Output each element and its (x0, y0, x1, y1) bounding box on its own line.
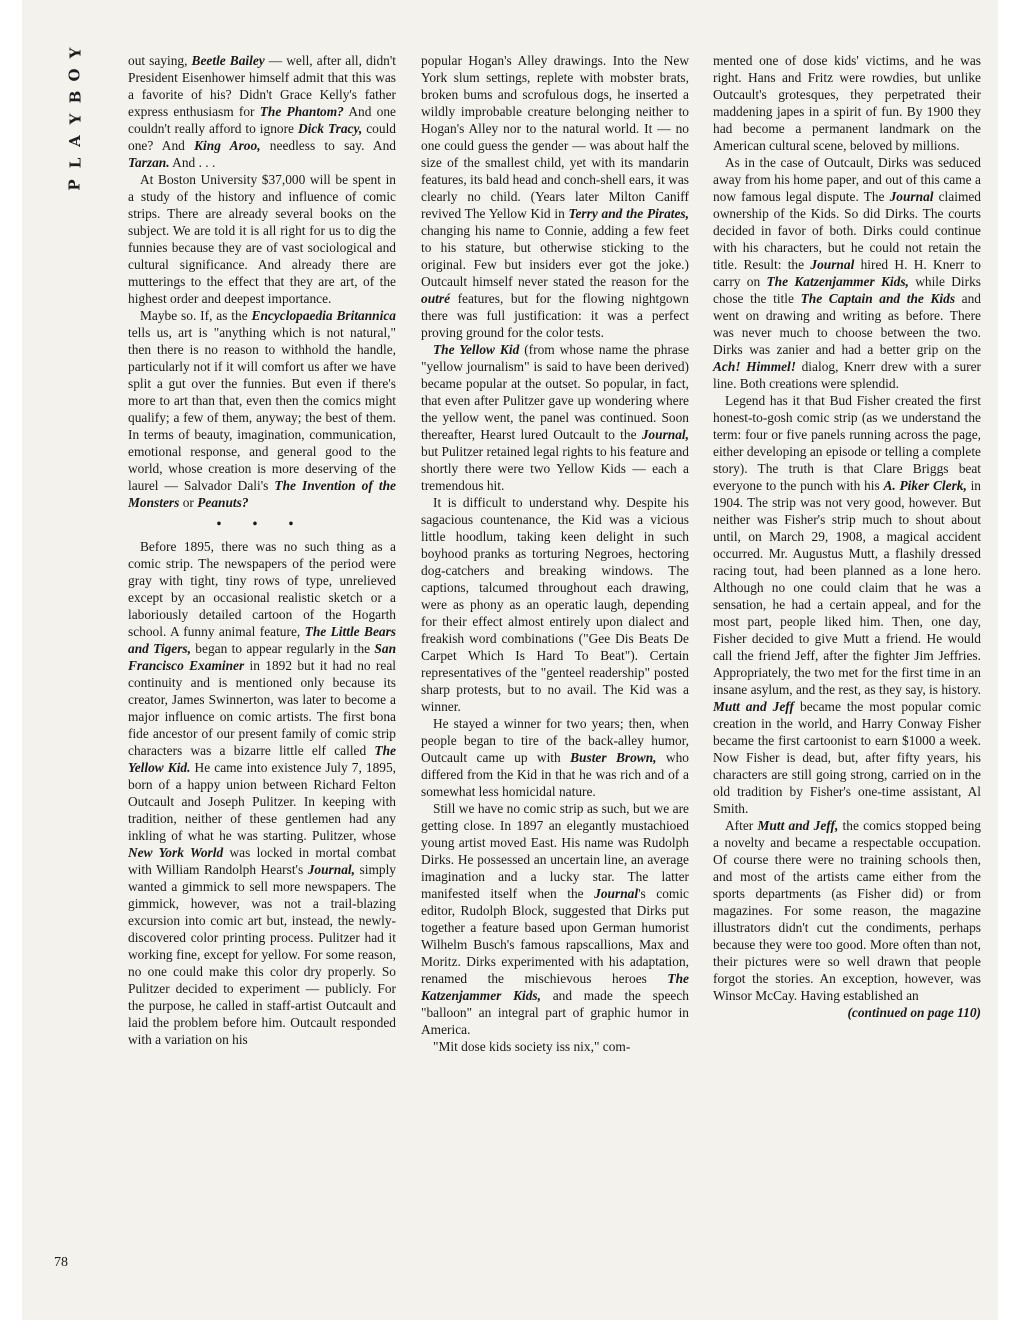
text-run: Still we have no comic strip as such, but we are getting close. In 1897 an elegantly mustachioed young artist moved East. His name was Rudolph Dirks. He possessed an uncertain line, an average imagination and a lucky star. The latter manifested itself when the (421, 801, 689, 901)
italic-title: A. Piker Clerk, (883, 478, 967, 493)
text-run: He stayed a winner for two years; then, when people began to tire of the back-alley humor, Outcault came up with (421, 716, 689, 765)
italic-title: San Francisco Examiner (128, 641, 397, 673)
text-run: needless to say. And (260, 138, 396, 153)
text-run: simply wanted a gimmick to sell more newspapers. The gimmick, however, was not a trail-blazing excursion into comic art but, instead, the newly-discovered color printing process. Pulitzer had it working fine, except for yellow. For some reason, no one could make this color dry properly. So Pulitzer decided to experiment — publicly. For the purpose, he called in staff-artist Outcault and laid the problem before him. Outcault responded with a variation on his (128, 862, 396, 1047)
italic-title: outré (421, 291, 451, 306)
body-paragraph (421, 341, 689, 494)
text-run: Maybe so. If, as the (140, 308, 252, 323)
text-run: and made the speech "balloon" an integral part of graphic humor in America. (421, 988, 689, 1037)
text-run: and went on drawing and writing as before. There was never much to choose between the two. Dirks was zanier and had a better grip on the (713, 291, 982, 357)
text-run: And one couldn't really afford to ignore (128, 104, 396, 136)
text-run: 's comic editor, Rudolph Block, suggested that Dirks put together a feature based upon German humorist Wilhelm Busch's famous rapscallions, Max and Moritz. Dirks experimented with his adaptation, renamed the mischievous heroes (421, 886, 689, 986)
italic-title: Encyclopaedia Britannica (251, 308, 396, 323)
column-2 (421, 52, 689, 1055)
masthead-letter: A (65, 135, 84, 147)
text-run: At Boston University $37,000 will be spent in a study of the history and influence of comic strips. There are already several books on the subject. We are told it is all right for us to dig the funnies because they are of vast sociological and cultural significance. And already there are mutterings to the effect that they are art, of the highest order and deepest importance. (128, 172, 396, 306)
italic-title: The Yellow Kid (433, 342, 520, 357)
column-1 (128, 52, 396, 1048)
italic-title: Mutt and Jeff, (757, 818, 839, 833)
text-run: "Mit dose kids society iss nix," com- (433, 1039, 631, 1054)
text-run: (from whose name the phrase "yellow journalism" is said to have been derived) became popular at the outset. So popular, in fact, that even after Pulitzer gave up wondering where the yellow went, the panel was continued. Soon thereafter, Hearst lured Outcault to the (421, 342, 690, 442)
italic-title: The Invention of the Monsters (128, 478, 396, 510)
body-paragraph (713, 392, 981, 817)
text-run: features, but for the flowing nightgown there was full justification: it was a perfect proving ground for the color tests. (421, 291, 689, 340)
text-run: claimed ownership of the Kids. So did Dirks. The courts decided in favor of both. Dirks could continue with his characters, but he could not retain the title. Result: the (713, 189, 981, 272)
text-run: — well, after all, didn't President Eisenhower himself admit that this was a favorite of his? Didn't Grace Kelly's father express enthusiasm for (128, 53, 396, 119)
masthead-letter: P (66, 179, 84, 191)
body-paragraph (421, 1038, 689, 1055)
column-3 (713, 52, 981, 1021)
text-run: Before 1895, there was no such thing as a comic strip. The newspapers of the period were gray with tight, tiny rows of type, unrelieved except by an occasional realistic sketch or a laboriously detailed cartoon of the Hogarth school. A funny animal feature, (128, 539, 396, 639)
body-paragraph (421, 715, 689, 800)
body-paragraph (421, 800, 689, 1038)
magazine-page (22, 0, 998, 1320)
body-paragraph (713, 817, 981, 1004)
text-run: who differed from the Kid in that he was rich and of a somewhat less homicidal nature. (421, 750, 689, 799)
text-run: out saying, (128, 53, 192, 68)
italic-title: Buster Brown, (570, 750, 657, 765)
italic-title: Journal (594, 886, 639, 901)
body-paragraph (421, 52, 689, 341)
italic-title: Terry and the Pirates, (568, 206, 689, 221)
masthead-letter: Y (66, 113, 84, 125)
body-paragraph (713, 52, 981, 154)
text-run: It is difficult to understand why. Despite his sagacious countenance, the Kid was a vicious little hoodlum, taking keen delight in such boyhood pranks as torturing Negroes, hectoring dog-catchers and breaking windows. The captions, talcumed throughout each drawing, were as phony as an operatic laugh, depending for their effect almost entirely upon dialect and freakish word combinations ("Gee Dis Beats De Carpet Which Is Hard To Beat"). Certain representatives of the "genteel readership" posted sharp protests, but to no avail. The Kid was a winner. (421, 495, 689, 714)
body-paragraph (128, 52, 396, 171)
italic-title: Journal, (307, 862, 355, 877)
body-paragraph (421, 494, 689, 715)
text-run: the comics stopped being a novelty and became a respectable occupation. Of course there were no training schools then, and most of the artists came either from the sports departments (as Fisher did) or from magazines. For some reason, the magazine illustrators didn't cut the condiments, perhaps because they were too good. More often than not, their pictures were so well drawn that people forgot the stories. An exception, however, was Winsor McCay. Having established an (713, 818, 981, 1003)
text-run: He came into existence July 7, 1895, born of a happy union between Richard Felton Outcault and Joseph Pulitzer. In keeping with tradition, neither of these gentlemen had any inkling of what he was starting. Pulitzer, whose (128, 760, 397, 843)
text-run: Legend has it that Bud Fisher created the first honest-to-gosh comic strip (as we understand the term: four or five panels running across the page, either developing an episode or telling a complete story). The truth is that Clare Briggs beat everyone to the punch with his (713, 393, 981, 493)
text-run: while Dirks chose the title (713, 274, 981, 306)
text-run: in 1904. The strip was not very good, however. But neither was Fisher's strip much to shout about until, on March 29, 1908, a magical accident occurred. Mr. Augustus Mutt, a flashily dressed racing tout, had been planned as a lone hero. Although no one could claim that he was a sensation, he had a certain appeal, and for the most part, people liked him. Then, one day, Fisher decided to give Mutt a friend. He would call the friend Jeff, after the fighter Jim Jeffries. Appropriately, the two met for the first time in an insane asylum, and the rest, as they say, is history. (713, 478, 982, 697)
text-run: changing his name to Connie, adding a few feet to his stature, but otherwise sticking to the original. Few but insiders ever got the joke.) Outcault himself never stated the reason for the (421, 223, 689, 289)
masthead-letter: L (65, 157, 84, 169)
text-run: mented one of dose kids' victims, and he was right. Hans and Fritz were rowdies, but unlike Outcault's grotesques, they perpetrated their maddening japes in a spirit of fun. By 1900 they had become a permanent landmark on the American cultural scene, beloved by millions. (713, 53, 981, 153)
page-number: 78 (54, 1255, 68, 1270)
italic-title: The Little Bears and Tigers, (128, 624, 397, 656)
text-run: became the most popular comic creation in the world, and Harry Conway Fisher became the first cartoonist to earn $1000 a week. Now Fisher is dead, but, after fifty years, his characters are still going strong, carried on in the old tradition by Fisher's one-time assistant, Al Smith. (713, 699, 981, 816)
continued-note: (continued on page 110) (847, 1005, 981, 1020)
text-run: As in the case of Outcault, Dirks was seduced away from his home paper, and out of this came a now famous legal dispute. The (713, 155, 981, 204)
text-run: began to appear regularly in the (190, 641, 375, 656)
italic-title: Journal (889, 189, 934, 204)
italic-title: The Phantom? (259, 104, 344, 119)
italic-title: Journal (810, 257, 855, 272)
text-run: After (725, 818, 758, 833)
section-break: • • • (216, 516, 308, 531)
italic-title: Tarzan. (128, 155, 170, 170)
text-run: or (179, 495, 198, 510)
masthead-letter: Y (66, 47, 84, 59)
masthead (60, 42, 90, 196)
text-run: popular Hogan's Alley drawings. Into the New York slum settings, replete with mobster brats, broken bums and scrofulous dogs, he inserted a wildly improbable creature belonging neither to Hogan's Alley nor to the natural world. It — no one could guess the gender — was about half the size of the smallest child, yet with its mandarin features, its bald head and conch-shell ears, it was clearly no child. (Years later Milton Caniff revived The Yellow Kid in (421, 53, 689, 221)
masthead-letter: B (66, 90, 84, 104)
text-run: was locked in mortal combat with William Randolph Hearst's (128, 845, 396, 877)
italic-title: Ach! Himmel! (713, 359, 796, 374)
italic-title: Mutt and Jeff (713, 699, 794, 714)
text-run: tells us, art is "anything which is not natural," then there is no reason to withhold the handle, particularly not if it will comfort us after we have split a gut over the funnies. But even if there's more to art than that, even then the comics might qualify; a few of them, anyway; the best of them. In terms of beauty, imagination, communication, emotional response, and general good to the world, whose creation is more deserving of the laurel — Salvador Dali's (128, 325, 396, 493)
body-paragraph (713, 154, 981, 392)
body-paragraph (128, 307, 396, 511)
body-paragraph (128, 538, 396, 1048)
text-run: but Pulitzer retained legal rights to his feature and shortly there were two Yellow Kids — each a tremendous hit. (421, 444, 689, 493)
italic-title: Dick Tracy, (297, 121, 363, 136)
text-run: And . . . (169, 155, 216, 170)
italic-title: The Captain and the Kids (800, 291, 956, 306)
italic-title: The Katzenjammer Kids, (421, 971, 689, 1003)
italic-title: New York World (128, 845, 224, 860)
italic-title: Journal, (641, 427, 689, 442)
italic-title: The Yellow Kid. (128, 743, 396, 775)
italic-title: The Katzenjammer Kids, (766, 274, 909, 289)
text-run: could one? And (128, 121, 396, 153)
text-run: dialog, Knerr drew with a surer line. Both creations were splendid. (713, 359, 981, 391)
italic-title: King Aroo, (194, 138, 261, 153)
text-run: hired H. H. Knerr to carry on (713, 257, 981, 289)
body-paragraph (128, 171, 396, 307)
text-run: in 1892 but it had no real continuity and is mentioned only because its creator, James Swinnerton, was later to become a major influence on comic artists. The first bona fide ancestor of our present family of comic strip characters was a bizarre little elf called (128, 658, 396, 758)
masthead-letter: O (65, 68, 84, 82)
italic-title: Beetle Bailey (191, 53, 265, 68)
italic-title: Peanuts? (197, 495, 249, 510)
